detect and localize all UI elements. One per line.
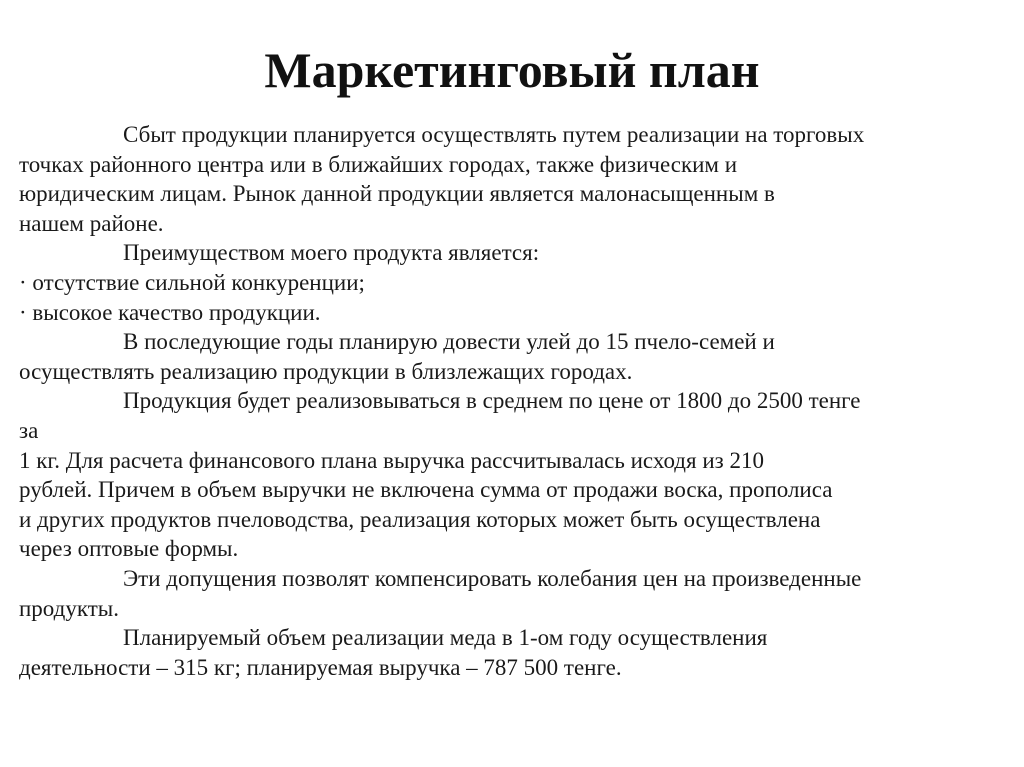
text-line: рублей. Причем в объем выручки не включена сумма от продажи воска, прополиса (19, 477, 833, 503)
text-line: В последующие годы планирую довести улей до 15 пчело-семей и (123, 329, 775, 355)
text-line: нашем районе. (19, 210, 164, 236)
text-line: 1 кг. Для расчета финансового плана выручка рассчитывалась исходя из 210 (19, 447, 764, 473)
text-line: Преимуществом моего продукта является: (123, 240, 540, 266)
document-body (19, 120, 1009, 682)
text-line: деятельности – 315 кг; планируемая выручка – 787 500 тенге. (19, 654, 622, 680)
text-line: осуществлять реализацию продукции в близлежащих городах. (19, 358, 633, 384)
text-line: за (19, 417, 39, 443)
text-line: и других продуктов пчеловодства, реализация которых может быть осуществлена (19, 506, 821, 532)
text-line: Планируемый объем реализации меда в 1-ом году осуществления (123, 625, 768, 651)
text-line: · высокое качество продукции. (19, 299, 321, 325)
text-line: юридическим лицам. Рынок данной продукции является малонасыщенным в (19, 181, 775, 207)
page-title: Маркетинговый план (264, 42, 760, 98)
text-line: через оптовые формы. (19, 536, 239, 562)
text-line: · отсутствие сильной конкуренции; (19, 269, 365, 295)
text-line: Продукция будет реализовываться в среднем по цене от 1800 до 2500 тенге (123, 388, 861, 414)
text-line: Сбыт продукции планируется осуществлять путем реализации на торговых (123, 122, 865, 147)
text-line: точках районного центра или в ближайших городах, также физическим и (19, 151, 738, 177)
text-line: Эти допущения позволят компенсировать колебания цен на произведенные (123, 565, 862, 591)
text-line: продукты. (19, 595, 119, 621)
